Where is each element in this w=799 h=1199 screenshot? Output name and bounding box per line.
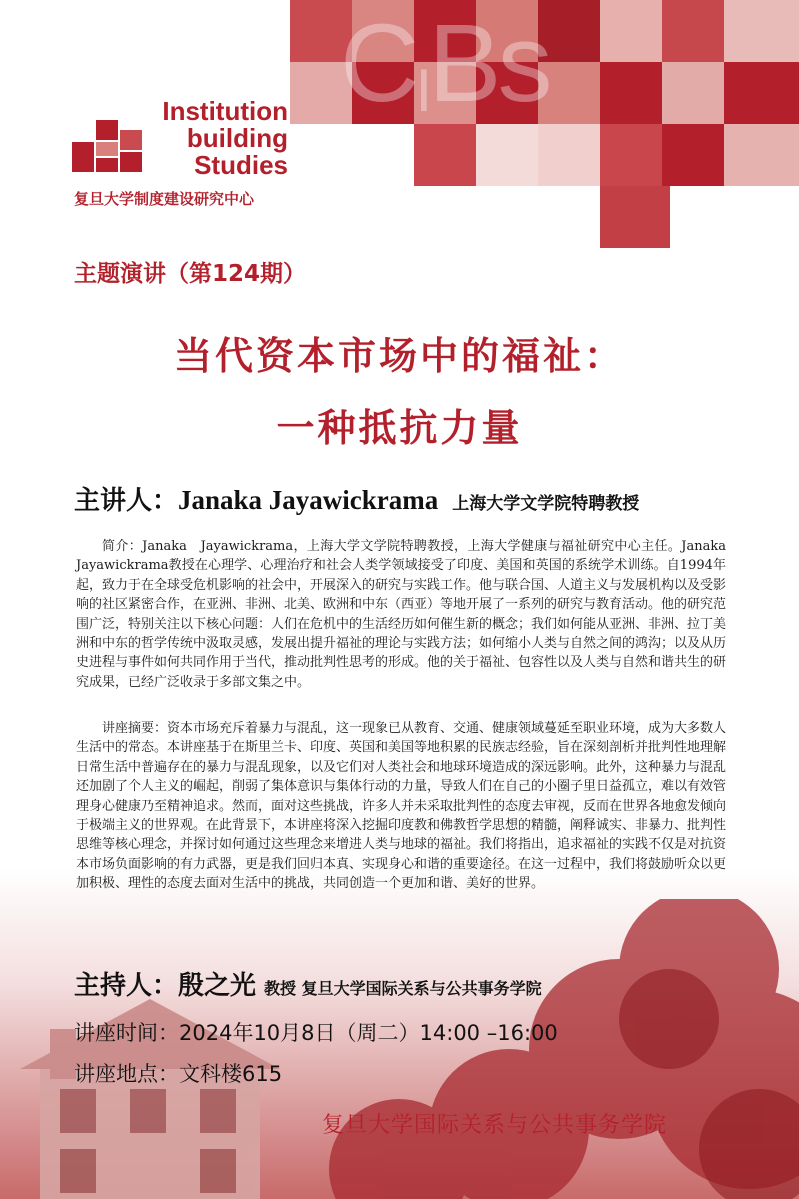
- logo-line-building: building: [186, 123, 288, 153]
- lecture-location: 讲座地点：文科楼615: [74, 1062, 283, 1086]
- host-label: 主持人：殷之光: [74, 971, 257, 1001]
- logo-bricks-icon: [72, 120, 142, 172]
- speaker-label: 主讲人：: [74, 486, 179, 516]
- lecture-time: 讲座时间：2024年10月8日（周二）14:00 –16:00: [74, 1021, 558, 1045]
- speaker-name: Janaka Jayawickrama: [178, 485, 439, 515]
- lecture-title-line2: 一种抵抗力量: [276, 406, 523, 450]
- logo-wordmark: [148, 98, 288, 179]
- speaker-line: [74, 480, 639, 517]
- trees-illustration: [279, 899, 799, 1199]
- host-affiliation: 教授 复旦大学国际关系与公共事务学院: [264, 979, 542, 998]
- logo-chinese-name: 复旦大学制度建设研究中心: [74, 190, 255, 208]
- lecture-title-line1: 当代资本市场中的福祉：: [173, 334, 625, 378]
- lecture-abstract: 讲座摘要：资本市场充斥着暴力与混乱，这一现象已从教育、交通、健康领域蔓延至职业环境，成为大多数人生活中的常态。本讲座基于在斯里兰卡、印度、英国和美国等地积累的民族志经验，旨在深刻剖析并批判性地理解日常生活中普遍存在的暴力与混乱现象，以及它们对人类社会和地球环境造成的深远影响。此外，这种暴力与混乱还加剧了个人主义的崛起，削弱了集体意识与集体行动的力量，导致人们在自己的小圈子里日益孤立，难以有效管理身心健康乃至精神追求。然而，面对这些挑战，许多人并未采取批判性的态度去审视，反而在世界各地愈发倾向于极端主义的世界观。在此背景下，本讲座将深入挖掘印度教和佛教哲学思想的精髓，阐释诚实、非暴力、批判性思维等核心理念，并探讨如何通过这些理念来增进人类与地球的福祉。我们将指出，追求福祉的实践不仅是对抗资本市场负面影响的有力武器，更是我们回归本真、实现身心和谐的重要途径。在这一过程中，我们将鼓励听众以更加积极、理性的态度去面对生活中的挑战，共同创造一个更加和谐、美好的世界。: [76, 721, 727, 892]
- organizer-footer: 复旦大学国际关系与公共事务学院: [322, 1113, 668, 1138]
- speaker-affiliation: 上海大学文学院特聘教授: [452, 494, 640, 514]
- logo-line-studies: Studies: [194, 150, 288, 180]
- series-label: 主题演讲（第124期）: [74, 261, 307, 287]
- cibs-watermark: CIBs: [340, 2, 549, 125]
- host-line: [74, 965, 542, 1002]
- speaker-bio: 简介：Janaka Jayawickrama，上海大学文学院特聘教授，上海大学健康与福祉研究中心主任。Janaka Jayawickrama教授在心理学、心理治疗和社会人类学领域接受了印度、美国和英国的系统学术训练。自1994年起，致力于在全球受危机影响的社会中，开展深入的研究与实践工作。他与联合国、人道主义与发展机构以及受影响的社区紧密合作，在亚洲、非洲、北美、欧洲和中东（西亚）等地开展了一系列的研究与教育活动。他的研究范围广泛，特别关注以下核心问题：人们在危机中的生活经历如何催生新的概念；我们如何能从亚洲、非洲、拉丁美洲和中东的哲学传统中汲取灵感，发展出提升福祉的理论与实践方法；如何缩小人类与自然之间的鸿沟；以及从历史进程与事件如何共同作用于当代，推动批判性思考的形成。他的关于福祉、包容性以及人类与自然和谐共生的研究成果，已经广泛收录于多部文集之中。: [76, 539, 727, 690]
- logo-line-institution: Institution: [162, 96, 288, 126]
